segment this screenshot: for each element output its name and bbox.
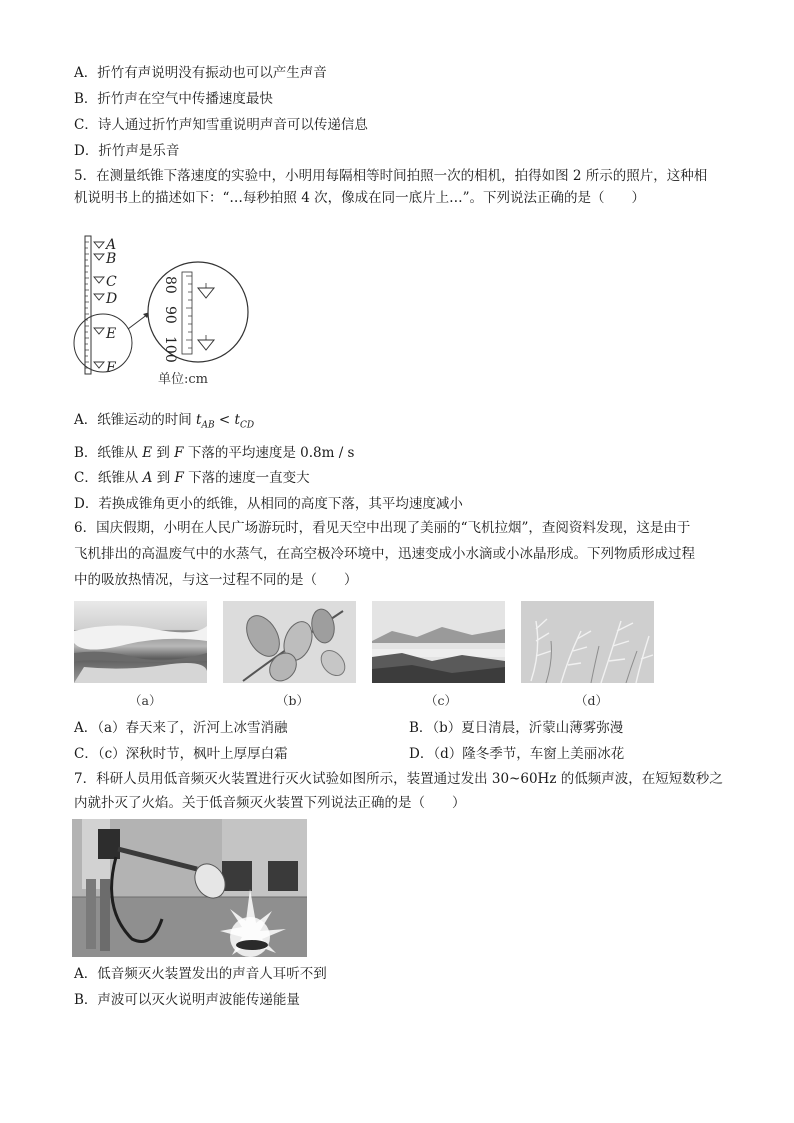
q7-stem-line-1: 7．科研人员用低音频灭火装置进行灭火试验如图所示，装置通过发出 30~60Hz 的低频声波，在短短数秒之 [74,771,723,787]
q4-option-c: C．诗人通过折竹声知雪重说明声音可以传递信息 [74,117,368,133]
label-c: C [106,274,117,290]
caption-b: （b） [276,693,310,708]
q5-stem-line-2: 机说明书上的描述如下：“…每秒拍照 4 次，像成在同一底片上…”。下列说法正确的是（ ） [74,190,645,206]
scale-80: 80 [162,276,178,294]
caption-d: （d） [575,693,609,708]
q5-option-a [74,410,254,436]
figure-unit-label: 单位:cm [158,372,208,387]
photo-sound-fire-extinguisher [72,819,307,957]
q5-option-d: D．若换成锥角更小的纸锥，从相同的高度下落，其平均速度减小 [74,496,463,512]
q6-stem-line-2: 飞机排出的高温废气中的水蒸气，在高空极冷环境中，迅速变成小水滴或小冰晶形成。下列物质形成过程 [74,546,695,562]
q6-option-d: D．（d）隆冬季节，车窗上美丽冰花 [409,746,625,762]
caption-a: （a） [129,693,162,708]
q7-stem-line-2: 内就扑灭了火焰。关于低音频灭火装置下列说法正确的是（ ） [74,795,466,811]
q7-option-b: B．声波可以灭火说明声波能传递能量 [74,992,300,1008]
q6-option-c: C．（c）深秋时节，枫叶上厚厚白霜 [74,746,288,762]
scale-100: 100 [162,336,178,363]
photo-c-misty-mountains [372,601,505,683]
q6-stem-line-3: 中的吸放热情况，与这一过程不同的是（ ） [74,572,358,588]
q7-option-a: A．低音频灭火装置发出的声音人耳听不到 [74,966,327,982]
q5-option-c: C．纸锥从 A 到 F 下落的速度一直变大 [74,470,310,486]
q4-option-a: A．折竹有声说明没有振动也可以产生声音 [74,65,327,81]
photo-b-frosty-leaves [223,601,356,683]
q5-option-a-formula: $t_{AB} < t_{CD}$ [196,412,255,431]
paper-cone-ruler-figure [70,232,250,390]
label-b: B [106,251,117,267]
cone-c-icon [94,277,104,283]
label-f: F [106,360,116,376]
cone-e-icon [94,328,104,334]
q6-option-a: A．（a）春天来了，沂河上冰雪消融 [74,720,288,736]
cone-a-icon [94,242,104,248]
q5-option-a-text: A．纸锥运动的时间 [74,412,192,428]
photo-a-melting-ice [74,601,207,683]
label-a: A [106,237,117,253]
photo-d-window-frost [521,601,654,683]
q4-option-d: D．折竹声是乐音 [74,143,180,159]
q4-option-b: B．折竹声在空气中传播速度最快 [74,91,273,107]
cone-f-icon [94,362,104,368]
cone-b-icon [94,254,104,260]
label-d: D [106,291,118,307]
cone-d-icon [94,294,104,300]
label-e: E [106,326,117,342]
q5-stem-line-1: 5．在测量纸锥下落速度的实验中，小明用每隔相等时间拍照一次的相机，拍得如图 2 所示的照片，这种相 [74,168,708,184]
caption-c: （c） [425,693,458,708]
q6-stem-line-1: 6．国庆假期，小明在人民广场游玩时，看见天空中出现了美丽的“飞机拉烟”，查阅资料发现，这是由于 [74,520,691,536]
scale-90: 90 [162,306,178,324]
q6-option-b: B．（b）夏日清晨，沂蒙山薄雾弥漫 [409,720,624,736]
q5-option-b: B．纸锥从 E 到 F 下落的平均速度是 0.8m / s [74,445,355,461]
